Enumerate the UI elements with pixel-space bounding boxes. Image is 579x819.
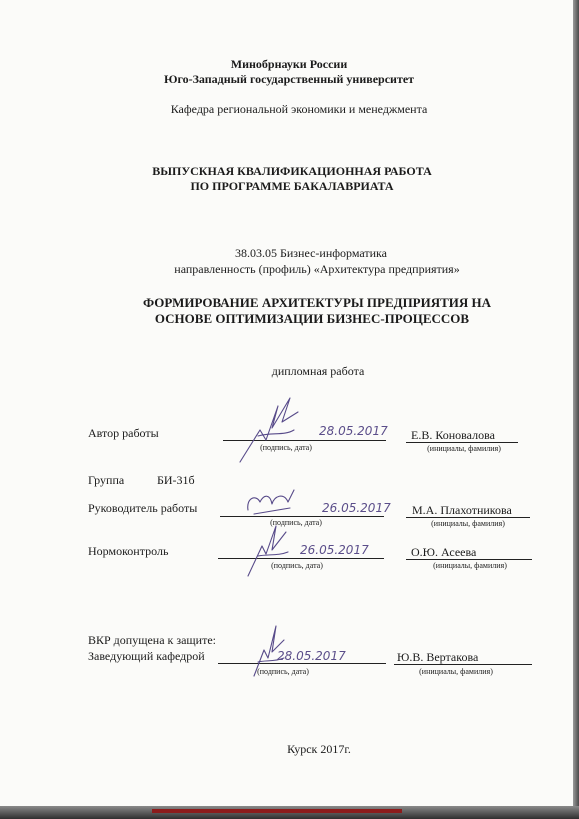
- head-signature-line: [218, 663, 386, 664]
- supervisor-sign-date: 26.05.2017: [322, 501, 391, 515]
- supervisor-name: М.А. Плахотникова: [412, 503, 512, 517]
- department-head-label: Заведующий кафедрой: [88, 649, 205, 663]
- city-year: Курск 2017г.: [287, 742, 351, 756]
- head-name-caption: (инициалы, фамилия): [419, 667, 493, 676]
- head-name: Ю.В. Вертакова: [397, 650, 479, 664]
- author-sign-caption: (подпись, дата): [260, 443, 312, 452]
- author-name-caption: (инициалы, фамилия): [427, 444, 501, 453]
- author-sign-date: 28.05.2017: [319, 424, 388, 438]
- university-name: Юго-Западный государственный университет: [163, 72, 415, 86]
- supervisor-sign-caption: (подпись, дата): [270, 518, 322, 527]
- group-label: Группа: [88, 473, 125, 487]
- page-edge-shadow: [573, 0, 579, 809]
- topic-line2: ОСНОВЕ ОПТИМИЗАЦИИ БИЗНЕС-ПРОЦЕССОВ: [154, 311, 470, 326]
- department-name: Кафедра региональной экономики и менеджмента: [170, 102, 428, 116]
- binding-mark: [152, 809, 402, 813]
- work-type-line1: ВЫПУСКНАЯ КВАЛИФИКАЦИОННАЯ РАБОТА: [152, 164, 432, 178]
- work-type-line2: ПО ПРОГРАММЕ БАКАЛАВРИАТА: [190, 179, 394, 193]
- program-code: 38.03.05 Бизнес-информатика: [234, 246, 388, 260]
- normcontrol-name-line: [406, 559, 532, 560]
- normcontrol-signature: [240, 520, 300, 582]
- author-name-line: [406, 442, 518, 443]
- ministry-name: Минобрнауки России: [230, 57, 348, 71]
- supervisor-name-line: [406, 517, 530, 518]
- group-value: БИ-31б: [157, 473, 195, 487]
- author-label: Автор работы: [88, 426, 159, 440]
- normcontrol-name-caption: (инициалы, фамилия): [433, 561, 507, 570]
- head-sign-caption: (подпись, дата): [257, 667, 309, 676]
- head-name-line: [394, 664, 532, 665]
- normcontrol-label: Нормоконтроль: [88, 544, 169, 558]
- author-signature: [232, 392, 312, 472]
- normcontrol-sign-caption: (подпись, дата): [271, 561, 323, 570]
- admission-label: ВКР допущена к защите:: [88, 633, 216, 647]
- normcontrol-name: О.Ю. Асеева: [411, 545, 477, 559]
- document-kind: дипломная работа: [271, 364, 365, 378]
- head-sign-date: 28.05.2017: [277, 649, 346, 663]
- normcontrol-sign-date: 26.05.2017: [300, 543, 369, 557]
- author-name: Е.В. Коновалова: [411, 428, 495, 442]
- program-profile: направленность (профиль) «Архитектура предприятия»: [174, 262, 460, 276]
- topic-line1: ФОРМИРОВАНИЕ АРХИТЕКТУРЫ ПРЕДПРИЯТИЯ НА: [142, 295, 492, 310]
- supervisor-label: Руководитель работы: [88, 501, 198, 515]
- supervisor-name-caption: (инициалы, фамилия): [431, 519, 505, 528]
